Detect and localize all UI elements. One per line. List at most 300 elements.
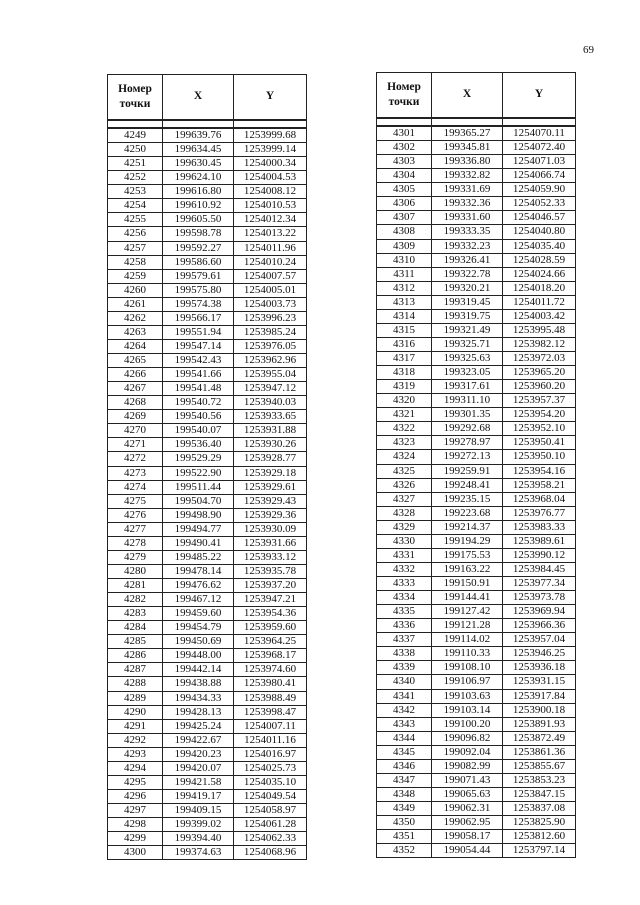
- y-cell: 1253965.20: [503, 366, 576, 380]
- y-cell: 1253930.26: [234, 438, 307, 452]
- point-number-cell: 4277: [108, 522, 163, 536]
- point-number-header-line2: точки: [388, 96, 420, 108]
- point-number-cell: 4327: [377, 492, 432, 506]
- x-cell: 199459.60: [163, 607, 234, 621]
- x-cell: 199536.40: [163, 438, 234, 452]
- y-cell: 1253976.05: [234, 339, 307, 353]
- table-row: [377, 773, 576, 787]
- table-row: [377, 745, 576, 759]
- table-row: [377, 394, 576, 408]
- x-cell: 199259.91: [432, 464, 503, 478]
- table-row: [108, 480, 307, 494]
- table-row: [108, 846, 307, 860]
- y-cell: 1253855.67: [503, 759, 576, 773]
- point-number-header-line1: Номер: [118, 83, 152, 95]
- y-cell: 1253946.25: [503, 647, 576, 661]
- table-row: [377, 802, 576, 816]
- x-cell: 199639.76: [163, 128, 234, 143]
- y-cell: 1253958.21: [503, 478, 576, 492]
- y-cell: 1254016.97: [234, 747, 307, 761]
- x-cell: 199331.69: [432, 183, 503, 197]
- x-cell: 199248.41: [432, 478, 503, 492]
- point-number-cell: 4252: [108, 171, 163, 185]
- y-cell: 1254000.34: [234, 157, 307, 171]
- y-cell: 1254024.66: [503, 267, 576, 281]
- table-row: [377, 309, 576, 323]
- point-number-cell: 4334: [377, 591, 432, 605]
- point-number-cell: 4296: [108, 789, 163, 803]
- y-cell: 1253957.37: [503, 394, 576, 408]
- x-cell: 199365.27: [432, 126, 503, 141]
- y-cell: 1254003.73: [234, 297, 307, 311]
- x-cell: 199082.99: [432, 759, 503, 773]
- point-number-cell: 4294: [108, 761, 163, 775]
- table-row: [108, 143, 307, 157]
- table-row: [108, 804, 307, 818]
- x-cell: 199624.10: [163, 171, 234, 185]
- x-cell: 199319.45: [432, 295, 503, 309]
- point-number-cell: 4301: [377, 126, 432, 141]
- x-cell: 199630.45: [163, 157, 234, 171]
- x-cell: 199494.77: [163, 522, 234, 536]
- x-cell: 199575.80: [163, 283, 234, 297]
- point-number-cell: 4322: [377, 422, 432, 436]
- y-cell: 1253996.23: [234, 311, 307, 325]
- y-cell: 1253933.12: [234, 550, 307, 564]
- point-number-cell: 4292: [108, 733, 163, 747]
- point-number-cell: 4265: [108, 354, 163, 368]
- point-number-cell: 4329: [377, 520, 432, 534]
- point-number-cell: 4343: [377, 717, 432, 731]
- y-cell: 1254035.40: [503, 239, 576, 253]
- point-number-cell: 4289: [108, 691, 163, 705]
- point-number-header: [377, 73, 432, 119]
- y-cell: 1254012.34: [234, 213, 307, 227]
- point-number-cell: 4340: [377, 675, 432, 689]
- point-number-cell: 4274: [108, 480, 163, 494]
- table-row: [108, 396, 307, 410]
- table-row: [108, 339, 307, 353]
- y-cell: 1253968.04: [503, 492, 576, 506]
- point-number-cell: 4258: [108, 255, 163, 269]
- y-cell: 1253950.41: [503, 436, 576, 450]
- y-cell: 1253950.10: [503, 450, 576, 464]
- table-row: [108, 283, 307, 297]
- x-cell: 199574.38: [163, 297, 234, 311]
- y-cell: 1253960.20: [503, 380, 576, 394]
- point-number-cell: 4326: [377, 478, 432, 492]
- point-number-cell: 4272: [108, 452, 163, 466]
- x-cell: 199325.63: [432, 352, 503, 366]
- point-number-cell: 4324: [377, 450, 432, 464]
- table-row: [377, 155, 576, 169]
- table-row: [108, 733, 307, 747]
- point-number-cell: 4273: [108, 466, 163, 480]
- y-cell: 1253990.12: [503, 548, 576, 562]
- table-row: [108, 719, 307, 733]
- x-cell: 199194.29: [432, 534, 503, 548]
- point-number-cell: 4312: [377, 281, 432, 295]
- table-row: [377, 703, 576, 717]
- point-number-cell: 4262: [108, 311, 163, 325]
- x-cell: 199540.56: [163, 410, 234, 424]
- point-number-cell: 4276: [108, 508, 163, 522]
- x-cell: 199345.81: [432, 141, 503, 155]
- x-cell: 199541.66: [163, 368, 234, 382]
- x-cell: 199448.00: [163, 649, 234, 663]
- table-row: [377, 225, 576, 239]
- x-cell: 199071.43: [432, 773, 503, 787]
- y-cell: 1254013.22: [234, 227, 307, 241]
- point-number-cell: 4308: [377, 225, 432, 239]
- point-number-header: [108, 75, 163, 121]
- point-number-cell: 4279: [108, 550, 163, 564]
- y-cell: 1253937.20: [234, 579, 307, 593]
- y-cell: 1253977.34: [503, 577, 576, 591]
- table-row: [377, 562, 576, 576]
- point-number-cell: 4300: [108, 846, 163, 860]
- x-cell: 199394.40: [163, 832, 234, 846]
- x-cell: 199421.58: [163, 775, 234, 789]
- y-cell: 1254011.72: [503, 295, 576, 309]
- table-row: [377, 253, 576, 267]
- x-cell: 199121.28: [432, 619, 503, 633]
- table-row: [108, 424, 307, 438]
- x-cell: 199100.20: [432, 717, 503, 731]
- point-number-cell: 4321: [377, 408, 432, 422]
- point-number-cell: 4259: [108, 269, 163, 283]
- x-cell: 199542.43: [163, 354, 234, 368]
- x-cell: 199058.17: [432, 830, 503, 844]
- point-number-cell: 4266: [108, 368, 163, 382]
- table-row: [108, 297, 307, 311]
- table-row: [377, 577, 576, 591]
- point-number-cell: 4337: [377, 633, 432, 647]
- x-cell: 199062.95: [432, 816, 503, 830]
- point-number-cell: 4304: [377, 169, 432, 183]
- table-row: [108, 494, 307, 508]
- y-cell: 1253962.96: [234, 354, 307, 368]
- table-row: [108, 171, 307, 185]
- table-row: [108, 185, 307, 199]
- table-row: [108, 775, 307, 789]
- table-row: [377, 197, 576, 211]
- point-number-cell: 4314: [377, 309, 432, 323]
- point-number-cell: 4307: [377, 211, 432, 225]
- x-cell: 199144.41: [432, 591, 503, 605]
- x-cell: 199150.91: [432, 577, 503, 591]
- x-cell: 199214.37: [432, 520, 503, 534]
- point-number-header-line1: Номер: [387, 81, 421, 93]
- table-row: [377, 295, 576, 309]
- table-row: [377, 661, 576, 675]
- y-cell: 1253928.77: [234, 452, 307, 466]
- point-number-cell: 4290: [108, 705, 163, 719]
- y-cell: 1253900.18: [503, 703, 576, 717]
- x-cell: 199551.94: [163, 325, 234, 339]
- y-cell: 1254066.74: [503, 169, 576, 183]
- y-cell: 1253999.14: [234, 143, 307, 157]
- point-number-cell: 4282: [108, 593, 163, 607]
- y-cell: 1253931.66: [234, 536, 307, 550]
- table-row: [108, 227, 307, 241]
- table-row: [108, 691, 307, 705]
- x-cell: 199490.41: [163, 536, 234, 550]
- x-cell: 199610.92: [163, 199, 234, 213]
- x-cell: 199331.60: [432, 211, 503, 225]
- y-cell: 1253929.61: [234, 480, 307, 494]
- x-cell: 199326.41: [432, 253, 503, 267]
- point-number-cell: 4336: [377, 619, 432, 633]
- table-row: [377, 759, 576, 773]
- y-cell: 1253985.24: [234, 325, 307, 339]
- point-number-cell: 4286: [108, 649, 163, 663]
- point-number-cell: 4254: [108, 199, 163, 213]
- point-number-cell: 4352: [377, 844, 432, 858]
- x-cell: 199321.49: [432, 323, 503, 337]
- y-cell: 1253999.68: [234, 128, 307, 143]
- point-number-cell: 4318: [377, 366, 432, 380]
- y-cell: 1253936.18: [503, 661, 576, 675]
- point-number-cell: 4306: [377, 197, 432, 211]
- x-cell: 199292.68: [432, 422, 503, 436]
- y-cell: 1254058.97: [234, 804, 307, 818]
- table-row: [108, 368, 307, 382]
- y-cell: 1253973.78: [503, 591, 576, 605]
- table-row: [108, 536, 307, 550]
- x-cell: 199434.33: [163, 691, 234, 705]
- x-cell: 199278.97: [432, 436, 503, 450]
- point-number-cell: 4325: [377, 464, 432, 478]
- point-number-cell: 4320: [377, 394, 432, 408]
- point-number-cell: 4281: [108, 579, 163, 593]
- table-row: [108, 564, 307, 578]
- table-row: [108, 832, 307, 846]
- point-number-cell: 4305: [377, 183, 432, 197]
- x-cell: 199511.44: [163, 480, 234, 494]
- point-number-cell: 4253: [108, 185, 163, 199]
- table-row: [377, 717, 576, 731]
- x-cell: 199325.71: [432, 337, 503, 351]
- x-cell: 199420.07: [163, 761, 234, 775]
- table-row: [377, 352, 576, 366]
- point-number-cell: 4249: [108, 128, 163, 143]
- y-cell: 1254070.11: [503, 126, 576, 141]
- point-number-cell: 4267: [108, 382, 163, 396]
- x-cell: 199634.45: [163, 143, 234, 157]
- header-separator: [377, 118, 576, 126]
- x-cell: 199476.62: [163, 579, 234, 593]
- table-body-right: [377, 126, 576, 858]
- y-cell: 1253955.04: [234, 368, 307, 382]
- header-row: [377, 73, 576, 119]
- point-number-cell: 4346: [377, 759, 432, 773]
- coordinates-table-right: [376, 72, 576, 858]
- x-cell: 199450.69: [163, 635, 234, 649]
- x-cell: 199092.04: [432, 745, 503, 759]
- table-row: [377, 408, 576, 422]
- y-cell: 1254011.96: [234, 241, 307, 255]
- header-row: [108, 75, 307, 121]
- table-row: [377, 520, 576, 534]
- table-row: [377, 366, 576, 380]
- table-row: [377, 731, 576, 745]
- y-cell: 1253872.49: [503, 731, 576, 745]
- y-cell: 1254004.53: [234, 171, 307, 185]
- table-row: [377, 436, 576, 450]
- y-cell: 1253982.12: [503, 337, 576, 351]
- y-header: Y: [503, 73, 576, 119]
- y-cell: 1253812.60: [503, 830, 576, 844]
- point-number-cell: 4349: [377, 802, 432, 816]
- point-number-cell: 4299: [108, 832, 163, 846]
- point-number-cell: 4338: [377, 647, 432, 661]
- table-row: [108, 705, 307, 719]
- table-row: [377, 450, 576, 464]
- y-cell: 1254072.40: [503, 141, 576, 155]
- y-cell: 1253998.47: [234, 705, 307, 719]
- x-cell: 199616.80: [163, 185, 234, 199]
- x-cell: 199598.78: [163, 227, 234, 241]
- y-cell: 1253974.60: [234, 663, 307, 677]
- point-number-cell: 4298: [108, 818, 163, 832]
- x-cell: 199163.22: [432, 562, 503, 576]
- table-row: [108, 466, 307, 480]
- x-cell: 199106.97: [432, 675, 503, 689]
- point-number-cell: 4261: [108, 297, 163, 311]
- table-row: [108, 621, 307, 635]
- point-number-cell: 4317: [377, 352, 432, 366]
- table-row: [377, 211, 576, 225]
- point-number-cell: 4263: [108, 325, 163, 339]
- y-cell: 1253969.94: [503, 605, 576, 619]
- table-row: [108, 325, 307, 339]
- point-number-cell: 4284: [108, 621, 163, 635]
- x-cell: 199223.68: [432, 506, 503, 520]
- table-row: [377, 281, 576, 295]
- y-cell: 1253968.17: [234, 649, 307, 663]
- x-cell: 199374.63: [163, 846, 234, 860]
- y-cell: 1253940.03: [234, 396, 307, 410]
- x-cell: 199592.27: [163, 241, 234, 255]
- point-number-cell: 4260: [108, 283, 163, 297]
- table-row: [377, 534, 576, 548]
- x-cell: 199579.61: [163, 269, 234, 283]
- point-number-cell: 4310: [377, 253, 432, 267]
- y-cell: 1253947.21: [234, 593, 307, 607]
- table-row: [108, 818, 307, 832]
- point-number-cell: 4291: [108, 719, 163, 733]
- x-cell: 199522.90: [163, 466, 234, 480]
- table-row: [377, 183, 576, 197]
- table-row: [108, 593, 307, 607]
- table-row: [108, 663, 307, 677]
- y-cell: 1253933.65: [234, 410, 307, 424]
- y-cell: 1253931.88: [234, 424, 307, 438]
- table-row: [377, 605, 576, 619]
- x-cell: 199332.23: [432, 239, 503, 253]
- y-cell: 1254046.57: [503, 211, 576, 225]
- x-cell: 199323.05: [432, 366, 503, 380]
- x-cell: 199605.50: [163, 213, 234, 227]
- x-cell: 199504.70: [163, 494, 234, 508]
- y-cell: 1254059.90: [503, 183, 576, 197]
- x-cell: 199399.02: [163, 818, 234, 832]
- table-row: [108, 410, 307, 424]
- y-cell: 1253952.10: [503, 422, 576, 436]
- y-cell: 1253964.25: [234, 635, 307, 649]
- point-number-cell: 4270: [108, 424, 163, 438]
- table-row: [377, 267, 576, 281]
- table-row: [377, 239, 576, 253]
- table-row: [108, 747, 307, 761]
- table-row: [377, 380, 576, 394]
- y-cell: 1254062.33: [234, 832, 307, 846]
- x-cell: 199319.75: [432, 309, 503, 323]
- table-row: [108, 607, 307, 621]
- point-number-cell: 4251: [108, 157, 163, 171]
- table-row: [377, 126, 576, 141]
- table-row: [377, 422, 576, 436]
- point-number-cell: 4295: [108, 775, 163, 789]
- x-cell: 199301.35: [432, 408, 503, 422]
- table-row: [108, 213, 307, 227]
- x-cell: 199409.15: [163, 804, 234, 818]
- x-cell: 199320.21: [432, 281, 503, 295]
- y-cell: 1253847.15: [503, 787, 576, 801]
- y-cell: 1253930.09: [234, 522, 307, 536]
- y-cell: 1253976.77: [503, 506, 576, 520]
- y-cell: 1253853.23: [503, 773, 576, 787]
- point-number-cell: 4347: [377, 773, 432, 787]
- point-number-cell: 4351: [377, 830, 432, 844]
- point-number-cell: 4287: [108, 663, 163, 677]
- point-number-cell: 4269: [108, 410, 163, 424]
- table-row: [377, 647, 576, 661]
- table-row: [377, 169, 576, 183]
- header-separator: [108, 120, 307, 128]
- point-number-cell: 4257: [108, 241, 163, 255]
- point-number-cell: 4335: [377, 605, 432, 619]
- table-row: [108, 269, 307, 283]
- y-cell: 1253861.36: [503, 745, 576, 759]
- y-cell: 1253891.93: [503, 717, 576, 731]
- table-row: [108, 128, 307, 143]
- table-body-left: [108, 128, 307, 860]
- table-row: [377, 323, 576, 337]
- table-row: [377, 141, 576, 155]
- point-number-cell: 4344: [377, 731, 432, 745]
- x-cell: 199485.22: [163, 550, 234, 564]
- table-row: [377, 830, 576, 844]
- table-row: [108, 579, 307, 593]
- point-number-cell: 4283: [108, 607, 163, 621]
- y-cell: 1253837.08: [503, 802, 576, 816]
- y-cell: 1254040.80: [503, 225, 576, 239]
- point-number-cell: 4271: [108, 438, 163, 452]
- table-row: [377, 633, 576, 647]
- y-cell: 1253954.16: [503, 464, 576, 478]
- point-number-cell: 4264: [108, 339, 163, 353]
- y-cell: 1254011.16: [234, 733, 307, 747]
- point-number-cell: 4313: [377, 295, 432, 309]
- page-number: 69: [583, 44, 594, 56]
- table-row: [377, 548, 576, 562]
- table-row: [108, 508, 307, 522]
- x-cell: 199272.13: [432, 450, 503, 464]
- y-cell: 1254068.96: [234, 846, 307, 860]
- x-cell: 199541.48: [163, 382, 234, 396]
